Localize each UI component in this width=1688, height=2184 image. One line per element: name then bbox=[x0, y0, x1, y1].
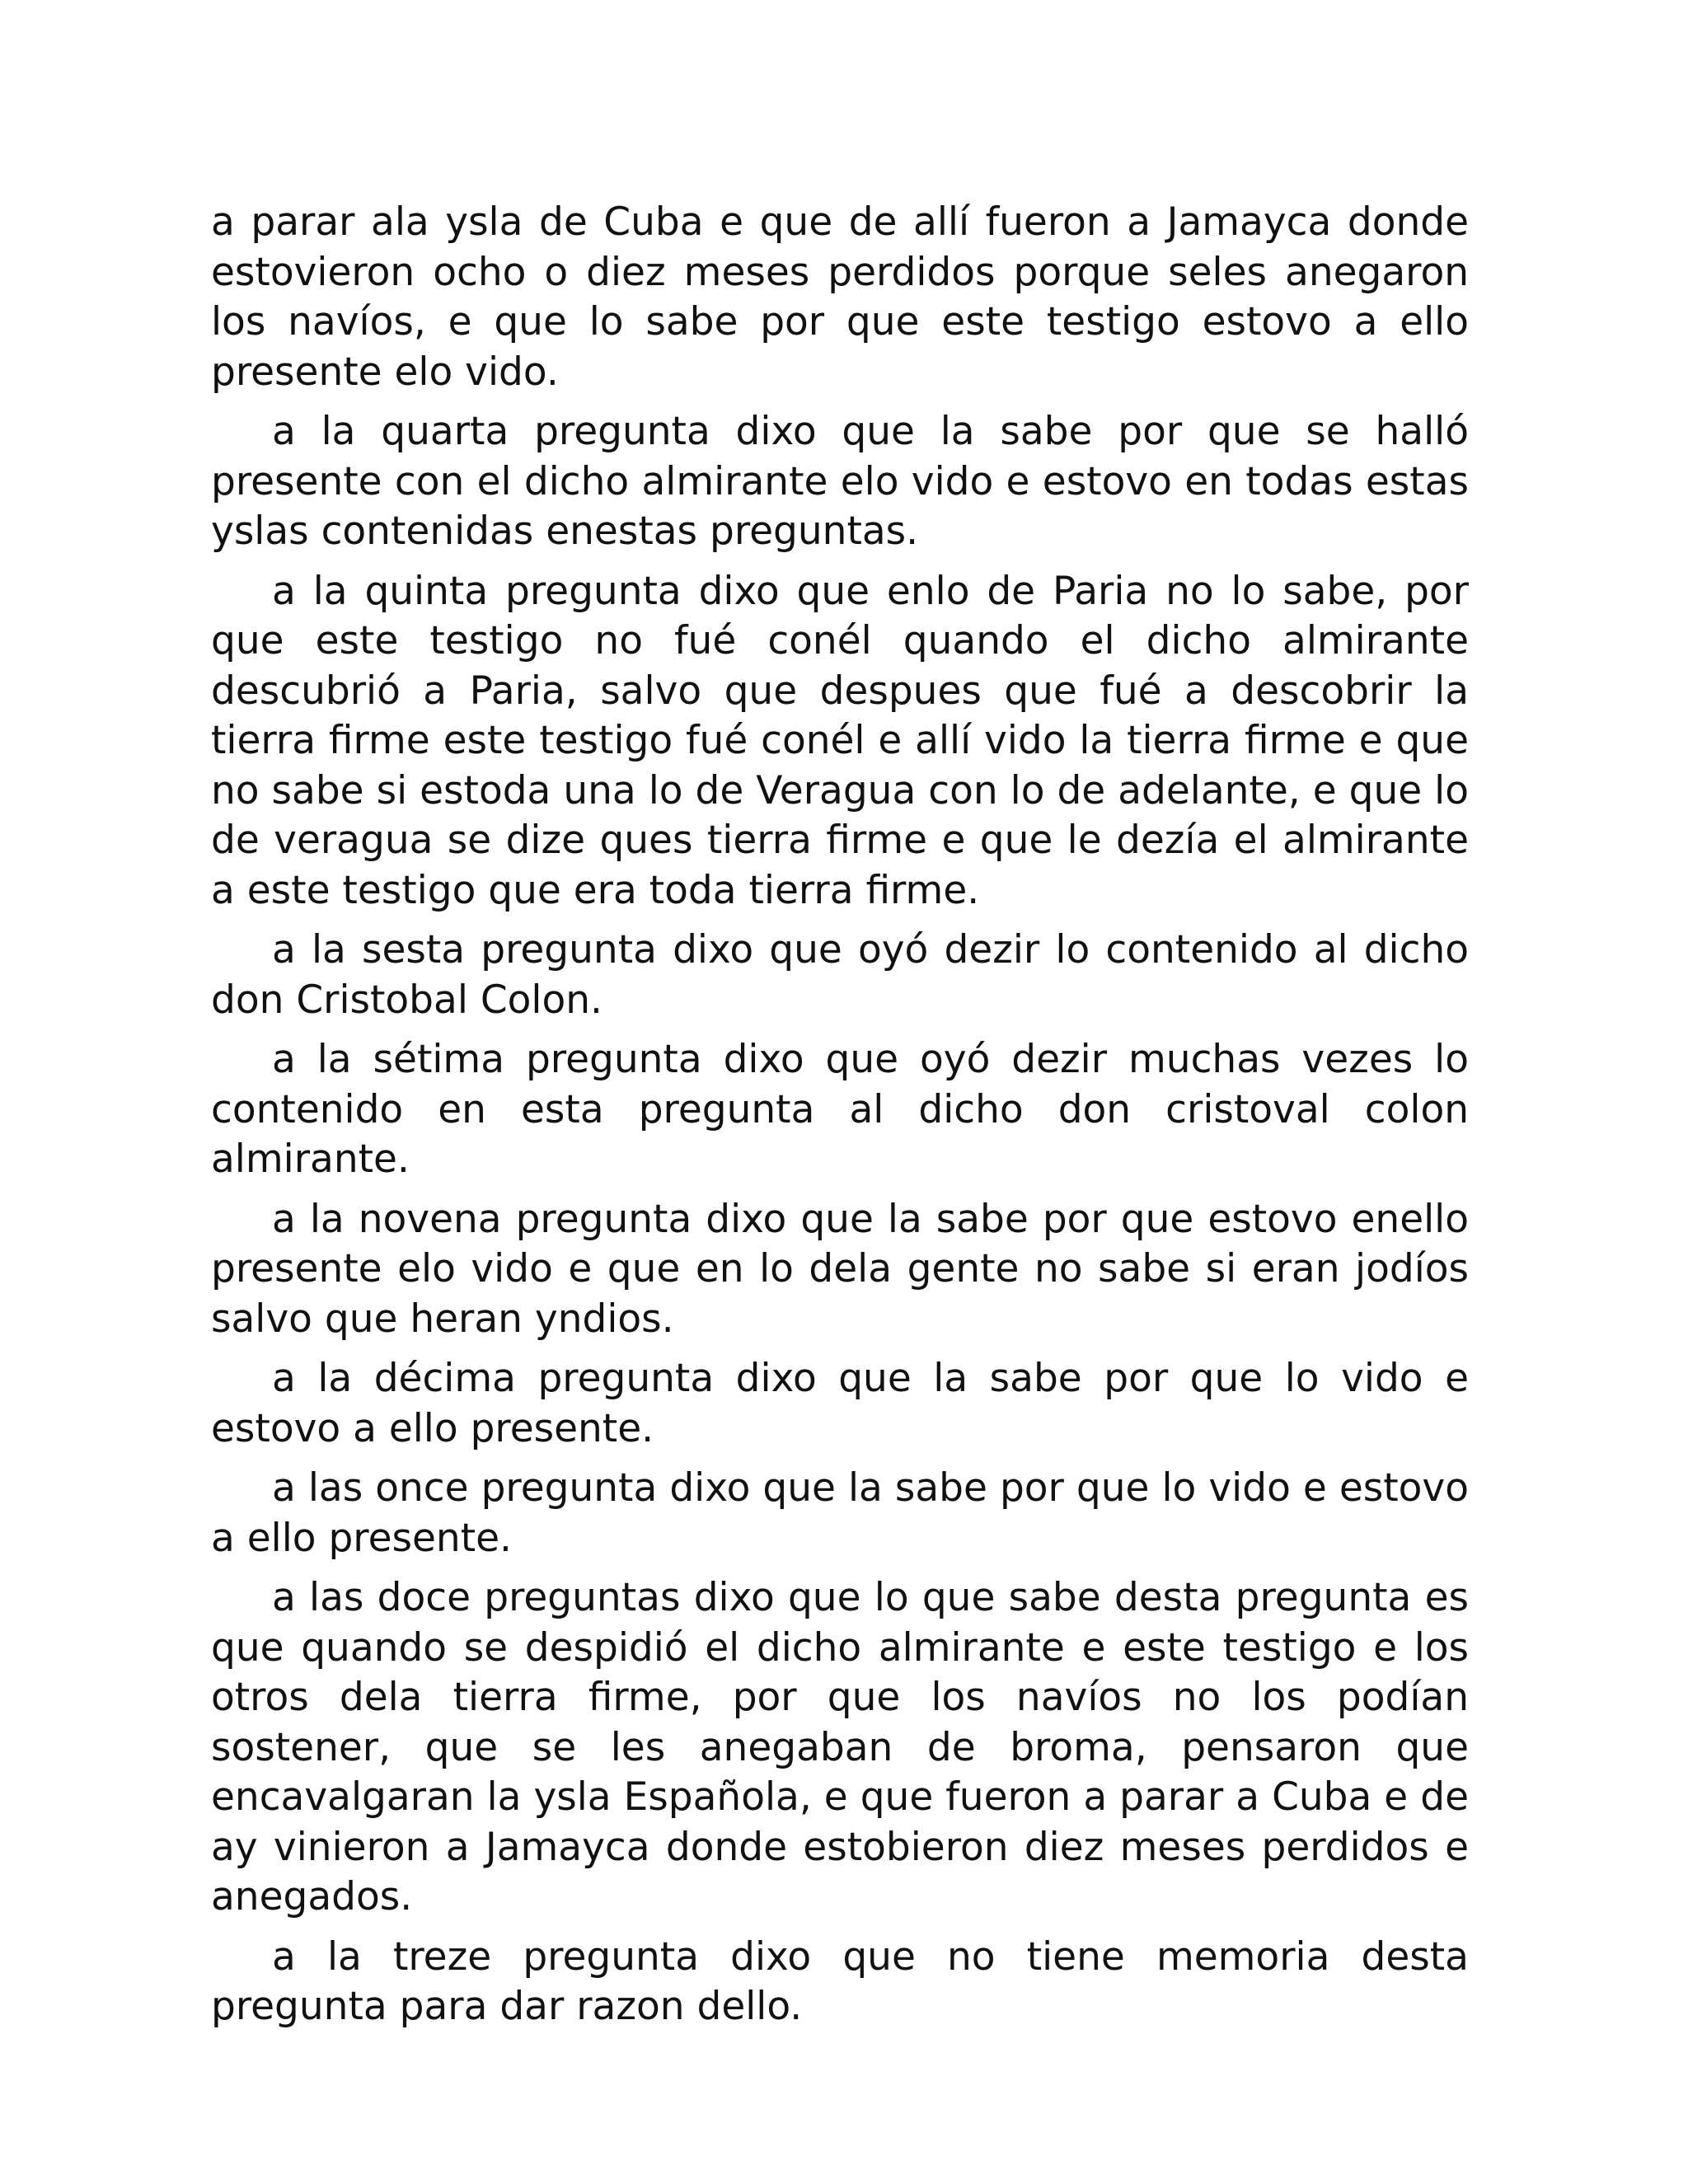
paragraph-quinta-pregunta: a la quinta pregunta dixo que enlo de Paria no lo sabe, por que este testigo no fué conél quando el dicho almirante descubrió a Paria, salvo que despues que fué a descobrir la tierra firme este testigo fué conél e allí vido la tierra firme e que no sabe si estoda una lo de Veragua con lo de adelante, e que lo de veragua se dize ques tierra firme e que le dezía el almirante a este testigo que era toda tierra firme. bbox=[211, 568, 1469, 913]
paragraph-treze-pregunta: a la treze pregunta dixo que no tiene memoria desta pregunta para dar razon dello. bbox=[211, 1933, 1469, 2029]
paragraph-sesta-pregunta: a la sesta pregunta dixo que oyó dezir lo contenido al dicho don Cristobal Colon. bbox=[211, 927, 1469, 1023]
paragraph-quarta-pregunta: a la quarta pregunta dixo que la sabe por que se halló presente con el dicho almirante elo vido e estovo en todas estas yslas contenidas enestas preguntas. bbox=[211, 409, 1469, 554]
paragraph-novena-pregunta: a la novena pregunta dixo que la sabe por que estovo enello presente elo vido e que en lo dela gente no sabe si eran jodíos salvo que heran yndios. bbox=[211, 1196, 1469, 1342]
paragraph-decima-pregunta: a la décima pregunta dixo que la sabe por que lo vido e estovo a ello presente. bbox=[211, 1356, 1469, 1451]
paragraph-setima-pregunta: a la sétima pregunta dixo que oyó dezir muchas vezes lo contenido en esta pregunta al dicho don cristoval colon almirante. bbox=[211, 1037, 1469, 1182]
paragraph-doce-preguntas: a las doce preguntas dixo que lo que sabe desta pregunta es que quando se despidió el dicho almirante e este testigo e los otros dela tierra firme, por que los navíos no los podían sostener, que se les anegaban de broma, pensaron que encavalgaran la ysla Española, e que fueron a parar a Cuba e de ay vinieron a Jamayca donde estobieron diez meses perdidos e anegados. bbox=[211, 1575, 1469, 1919]
document-page bbox=[211, 198, 1469, 2042]
paragraph-once-pregunta: a las once pregunta dixo que la sabe por que lo vido e estovo a ello presente. bbox=[211, 1465, 1469, 1561]
paragraph-continuation: a parar ala ysla de Cuba e que de allí fueron a Jamayca donde estovieron ocho o diez meses perdidos porque seles anegaron los navíos, e que lo sabe por que este testigo estovo a ello presente elo vido. bbox=[211, 199, 1469, 395]
